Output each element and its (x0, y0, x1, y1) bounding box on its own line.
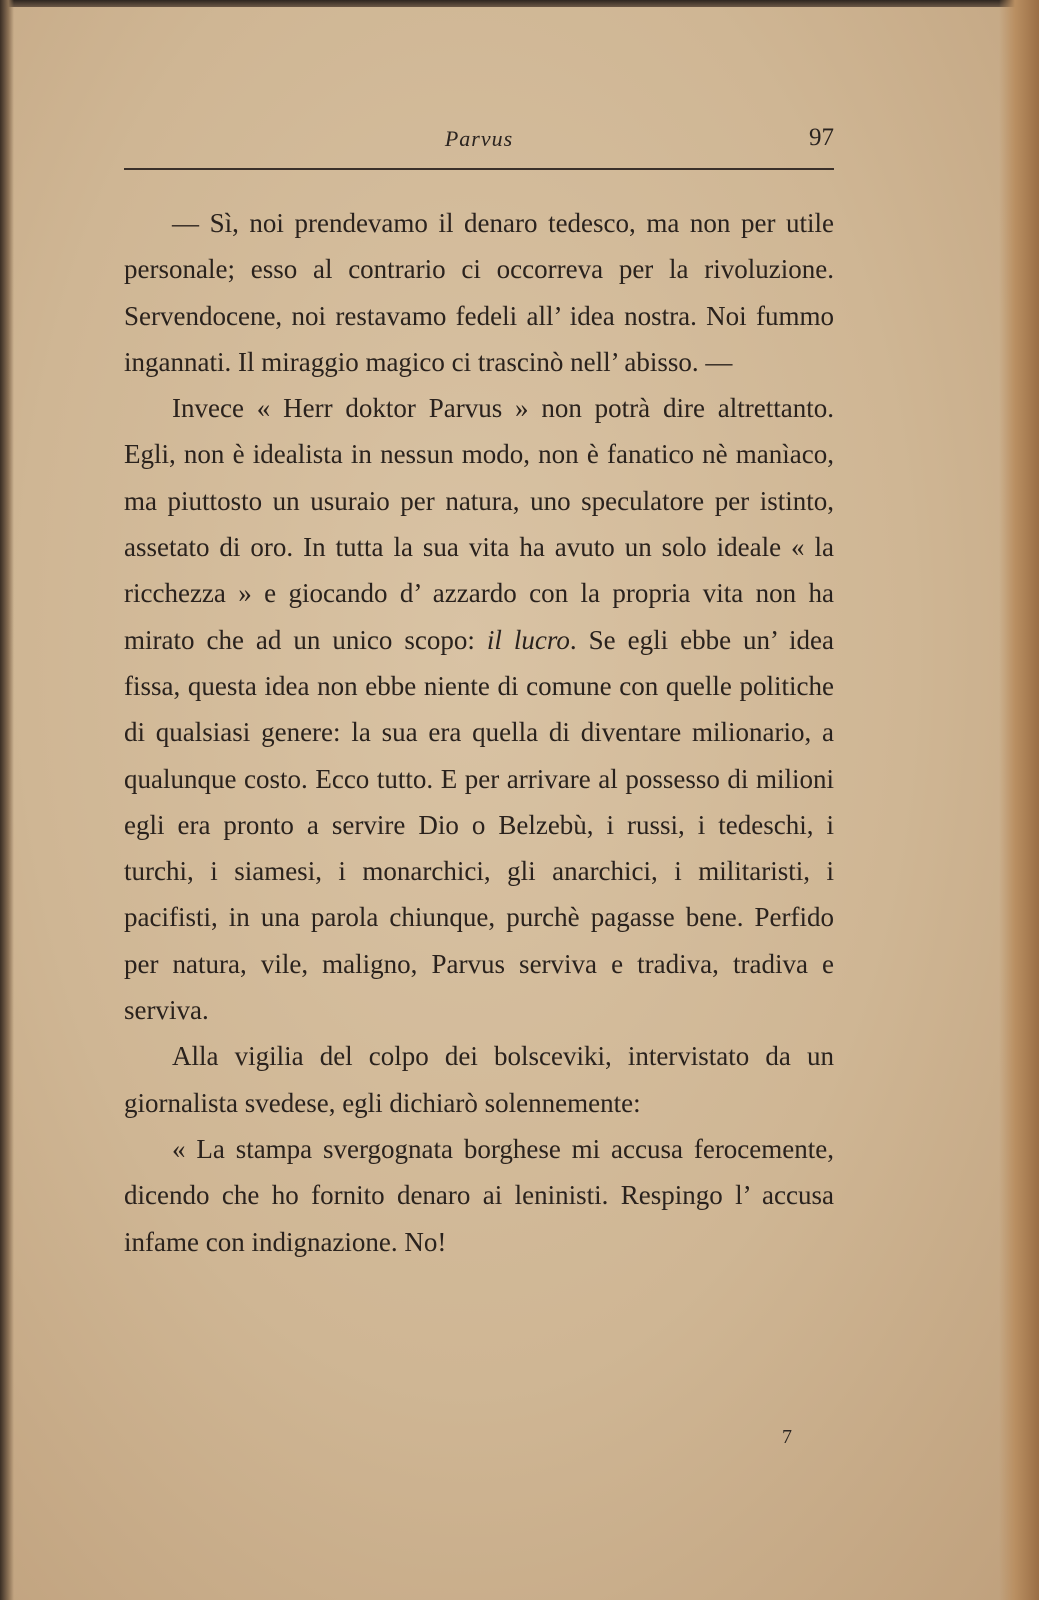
body-text (124, 200, 834, 1265)
signature-mark: 7 (782, 1426, 792, 1448)
page-right-edge (999, 0, 1039, 1600)
paragraph-3: Alla vigilia del colpo dei bolsceviki, intervistato da un giornalista svedese, egli dichiarò solennemente: (124, 1041, 834, 1118)
paragraph-2 (124, 385, 834, 1033)
running-title: Parvus (444, 126, 514, 151)
page-number: 97 (809, 124, 834, 151)
paragraph-2-emphasis: il lucro (486, 624, 570, 655)
paragraph-4: « La stampa svergognata borghese mi accusa ferocemente, dicendo che ho fornito denaro ai leninisti. Respingo l’ accusa infame con indignazione. No! (124, 1133, 834, 1257)
paragraph-2-part-2: . Se egli ebbe un’ idea fissa, questa idea non ebbe niente di comune con quelle politiche di qualsiasi genere: la sua era quella di diventare milionario, a qualunque costo. Ecco tutto. E per arrivare al possesso di milioni egli era pronto a servire Dio o Belzebù, i russi, i tedeschi, i turchi, i siamesi, i monarchici, gli anarchici, i militaristi, i pacifisti, in una parola chiunque, purchè pagasse bene. Perfido per natura, vile, maligno, Parvus serviva e tradiva, tradiva e serviva. (124, 624, 834, 1026)
header-rule (124, 168, 834, 170)
page-top-edge (0, 0, 1039, 7)
running-head (124, 120, 834, 160)
paragraph-2-part-1: Invece « Herr doktor Parvus » non potrà dire altrettanto. Egli, non è idealista in nessun modo, non è fanatico nè manìaco, ma piuttosto un usuraio per natura, uno speculatore per istinto, assetato di oro. In tutta la sua vita ha avuto un solo ideale « la ricchezza » e giocando d’ azzardo con la propria vita non ha mirato che ad un unico scopo: (124, 393, 834, 655)
paragraph-1: — Sì, noi prendevamo il denaro tedesco, ma non per utile personale; esso al contrario ci occorreva per la rivoluzione. Servendocene, noi restavamo fedeli all’ idea nostra. Noi fummo ingannati. Il miraggio magico ci trascinò nell’ abisso. — (124, 208, 834, 377)
page-binding-edge (0, 0, 14, 1600)
